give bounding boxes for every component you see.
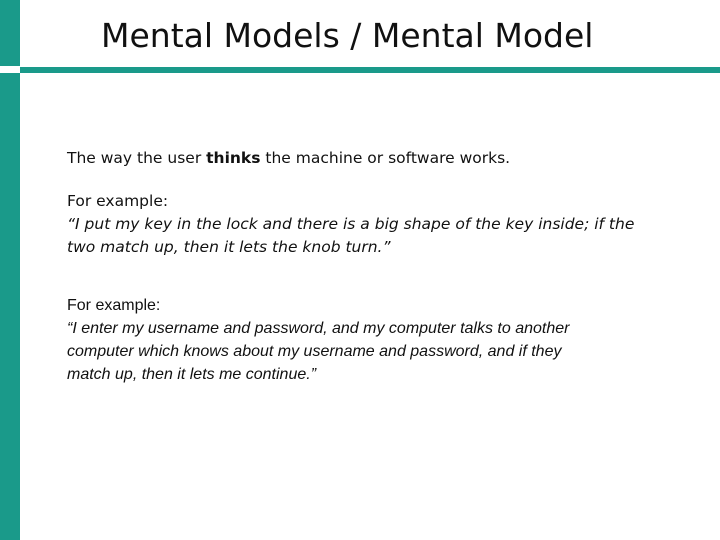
example-2-quote-line-1: “I enter my username and password, and my computer talks to another	[67, 320, 570, 337]
example-1-intro: For example:	[67, 192, 169, 210]
definition-before: The way the user	[67, 149, 207, 167]
example-1-quote-line-2: two match up, then it lets the knob turn.”	[67, 238, 391, 256]
example-2	[67, 294, 569, 386]
left-accent-bar	[0, 0, 20, 540]
example-2-intro: For example:	[67, 297, 161, 314]
slide-title: Mental Models / Mental Model	[101, 16, 594, 55]
definition-emphasis: thinks	[206, 149, 261, 167]
definition-text	[67, 147, 510, 170]
definition-after: the machine or software works.	[260, 149, 511, 167]
example-2-quote-line-2: computer which knows about my username and password, and if they	[67, 343, 562, 360]
example-2-quote-line-3: match up, then it lets me continue.”	[67, 366, 317, 383]
title-underline	[20, 67, 720, 73]
accent-notch	[0, 66, 20, 73]
example-1-quote-line-1: “I put my key in the lock and there is a big shape of the key inside; if the	[67, 215, 635, 233]
example-1	[67, 190, 634, 259]
